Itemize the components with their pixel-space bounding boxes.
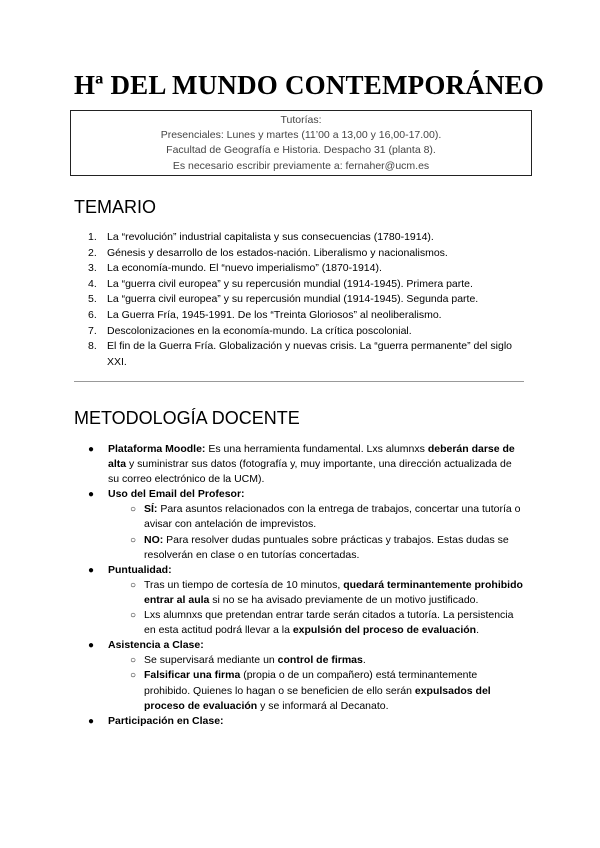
bullet-icon: ● <box>88 489 95 501</box>
temario-item <box>74 230 524 246</box>
temario-heading: TEMARIO <box>74 197 157 217</box>
asistencia-bold-3: expulsados del proceso de evaluación <box>144 684 491 712</box>
temario-item-text: La Guerra Fría, 1945-1991. De los “Treinta Gloriosos” al neoliberalismo. <box>107 308 442 321</box>
sub-bullet-icon: ○ <box>130 504 137 516</box>
moodle-label: Plataforma Moodle: <box>108 443 206 455</box>
email-no-item <box>74 533 524 563</box>
horizontal-divider <box>74 381 524 382</box>
temario-item-number: 1. <box>88 231 97 243</box>
sub-bullet-icon: ○ <box>130 534 137 546</box>
temario-item <box>74 308 524 324</box>
sub-bullet-icon: ○ <box>130 655 137 667</box>
moodle-bold: deberán darse de alta <box>108 443 515 471</box>
temario-item <box>74 292 524 308</box>
temario-item-number: 3. <box>88 262 97 275</box>
sub-bullet-icon: ○ <box>130 579 137 591</box>
puntualidad-item <box>74 563 524 578</box>
tutorias-location: Facultad de Geografía e Historia. Despacho 31 (planta 8). <box>166 144 436 157</box>
bullet-icon: ● <box>88 564 95 576</box>
asistencia-item <box>74 638 524 653</box>
temario-list <box>74 230 524 370</box>
email-si-text: Para asuntos relacionados con la entrega de trabajos, concertar una tutoría o avisar con antelación de imprevistos. <box>144 503 521 531</box>
asistencia-sub-2 <box>74 668 524 713</box>
bullet-icon: ● <box>88 715 95 727</box>
asistencia-text-3: (propia o de un compañero) está terminantemente prohibido. Quienes lo hagan o se beneficien de ello serán <box>144 669 478 697</box>
puntualidad-bold-2: expulsión del proceso de evaluación <box>292 624 477 637</box>
temario-item-number: 5. <box>88 293 97 306</box>
temario-item-number: 4. <box>88 277 97 290</box>
temario-item-text: El fin de la Guerra Fría. Globalización y nuevas crisis. La “guerra permanente” del siglo XXI. <box>107 340 513 368</box>
tutorias-contact: Es necesario escribir previamente a: fernaher@ucm.es <box>172 159 430 172</box>
moodle-text: Es una herramienta fundamental. Lxs alumnxs <box>205 443 428 455</box>
temario-item <box>74 339 524 370</box>
temario-item-text: La “guerra civil europea” y su repercusión mundial (1914-1945). Primera parte. <box>107 277 473 290</box>
moodle-item <box>74 442 524 487</box>
temario-item-text: La “guerra civil europea” y su repercusión mundial (1914-1945). Segunda parte. <box>107 293 479 306</box>
bullet-icon: ● <box>88 640 95 652</box>
puntualidad-bold-1: quedará terminantemente prohibido entrar al aula <box>144 578 523 606</box>
asistencia-label: Asistencia a Clase: <box>108 639 204 652</box>
temario-item-number: 7. <box>88 324 97 337</box>
asistencia-text-2: . <box>362 654 366 667</box>
moodle-text-2: y suministrar sus datos (fotografía y, muy importante, una dirección actualizada de su correo electrónico de la UCM). <box>108 458 512 486</box>
temario-item-text: La “revolución” industrial capitalista y sus consecuencias (1780-1914). <box>107 231 434 243</box>
sub-bullet-icon: ○ <box>130 610 137 622</box>
asistencia-text-4: y se informará al Decanato. <box>257 699 389 712</box>
temario-item <box>74 277 524 293</box>
asistencia-bold-1: control de firmas <box>277 654 363 667</box>
metodologia-list <box>74 442 524 729</box>
puntualidad-text-3: Lxs alumnxs que pretendan entrar tarde serán citados a tutoría. La persistencia en esta actitud podrá llevar a la <box>144 609 514 637</box>
asistencia-bold-2: Falsificar una firma <box>144 669 241 682</box>
asistencia-sub-1 <box>74 653 524 668</box>
puntualidad-label: Puntualidad: <box>108 563 172 576</box>
email-si-label: SÍ: <box>144 503 158 516</box>
puntualidad-text-1: Tras un tiempo de cortesía de 10 minutos, <box>144 578 344 591</box>
tutorias-box <box>70 110 532 176</box>
temario-item <box>74 261 524 277</box>
puntualidad-sub-2 <box>74 608 524 638</box>
puntualidad-text-4: . <box>476 624 479 637</box>
puntualidad-text-2: si no se ha avisado previamente de un motivo justificado. <box>209 593 479 606</box>
email-no-label: NO: <box>144 533 164 546</box>
page-title: Hª DEL MUNDO CONTEMPORÁNEO <box>74 70 545 100</box>
temario-item-text: Génesis y desarrollo de los estados-nación. Liberalismo y nacionalismos. <box>107 246 448 259</box>
asistencia-text-1: Se supervisará mediante un <box>144 654 278 667</box>
participacion-label: Participación en Clase: <box>108 714 224 727</box>
participacion-item <box>74 714 524 729</box>
puntualidad-sub-1 <box>74 578 524 608</box>
tutorias-schedule: Presenciales: Lunes y martes (11’00 a 13,00 y 16,00-17.00). <box>160 129 442 142</box>
email-no-text: Para resolver dudas puntuales sobre prácticas y trabajos. Estas dudas se resolverán en clase o en tutorías concertadas. <box>144 533 509 561</box>
temario-item-number: 8. <box>88 340 97 353</box>
temario-item-text: La economía-mundo. El “nuevo imperialismo” (1870-1914). <box>107 262 382 275</box>
temario-item-text: Descolonizaciones en la economía-mundo. La crítica poscolonial. <box>107 324 412 337</box>
bullet-icon: ● <box>88 444 95 455</box>
email-label: Uso del Email del Profesor: <box>108 488 245 501</box>
metodologia-heading: METODOLOGÍA DOCENTE <box>74 408 300 428</box>
temario-item <box>74 246 524 262</box>
temario-item-number: 2. <box>88 246 97 259</box>
temario-item-number: 6. <box>88 308 97 321</box>
email-si-item <box>74 502 524 532</box>
email-item <box>74 487 524 502</box>
sub-bullet-icon: ○ <box>130 670 137 682</box>
tutorias-heading: Tutorías: <box>280 114 322 126</box>
temario-item <box>74 324 524 340</box>
